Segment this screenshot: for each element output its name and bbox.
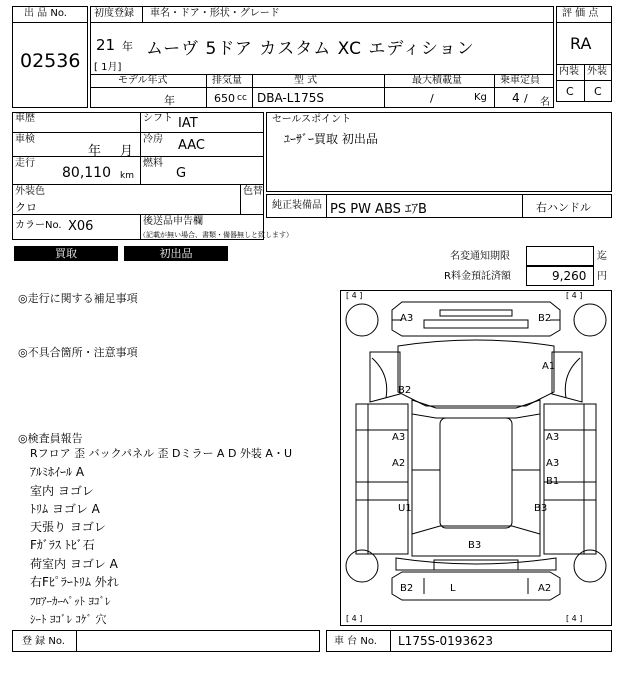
report-line: Fｶﾞﾗｽ ﾄﾋﾞ石	[30, 538, 95, 552]
windshield	[412, 400, 540, 418]
capacity-slash: /	[524, 92, 528, 105]
door-fr-grade: A3	[546, 432, 560, 443]
lot-number-label: 出 品 No.	[24, 8, 67, 19]
history-label: 車歴	[15, 113, 35, 124]
fuel-value: G	[176, 166, 187, 181]
score-label: 評 価 点	[562, 8, 599, 19]
front-right-grade: B2	[538, 313, 552, 324]
chassis-label: 車 台 No.	[334, 636, 377, 647]
ac-value: AAC	[178, 138, 205, 153]
tire-bl-depth: [ 4 ]	[346, 614, 363, 623]
mileage-unit: km	[120, 171, 134, 181]
tire-rear-left	[346, 550, 378, 582]
chassis-number: L175S-0193623	[398, 634, 493, 648]
first-reg-month: [ 1月]	[94, 62, 122, 73]
exterior-grade: C	[594, 85, 602, 98]
genuine-items: PS PW ABS ｴｱB	[330, 202, 427, 217]
recycle-label: R料金預託済額	[444, 271, 511, 282]
rear-center-grade: B3	[468, 540, 482, 551]
bumper-b2-grade: B2	[400, 583, 414, 594]
hood-right-grade: A1	[542, 361, 556, 372]
color-no-value: X06	[68, 219, 94, 234]
lot-number: 02536	[20, 50, 81, 72]
report-line: ﾄﾘﾑ ヨゴレ A	[30, 502, 100, 516]
mileage-label: 走行	[15, 158, 35, 169]
model-label: 車名・ドア・形状・グレード	[150, 8, 280, 19]
fender-left-grade: B2	[398, 385, 412, 396]
sales-point-value: ﾕｰｻﾞｰ買取 初出品	[284, 132, 378, 146]
displacement-value: 650	[214, 92, 235, 105]
report-line: 天張り ヨゴレ	[30, 520, 106, 534]
defects-heading: ◎不具合箇所・注意事項	[18, 346, 138, 359]
max-load-label: 最大積載量	[412, 75, 462, 86]
report-line: ｼｰﾄ ﾖｺﾞﾚ ｺｹﾞ 穴	[30, 613, 107, 626]
ac-label: 冷房	[143, 134, 163, 145]
name-change-label: 名変通知期限	[450, 251, 510, 262]
hood	[398, 340, 554, 406]
capacity-label: 乗車定員	[500, 75, 540, 86]
report-line: 室内 ヨゴレ	[30, 484, 94, 498]
bumper-l-grade: L	[450, 583, 456, 594]
rear-bumper	[392, 572, 560, 600]
inspection-month-unit: 月	[120, 144, 134, 159]
report-line: 荷室内 ヨゴレ A	[30, 557, 118, 571]
first-reg-label: 初度登録	[94, 8, 134, 19]
type-label: 型 式	[294, 75, 318, 86]
first-reg-year: 21	[96, 36, 116, 54]
genuine-label: 純正装備品	[272, 200, 322, 211]
tire-br-depth: [ 4 ]	[566, 614, 583, 623]
rear-right-grade: B3	[534, 503, 548, 514]
capacity-value: 4	[512, 91, 520, 105]
roof	[440, 418, 512, 528]
tag-kaitori: 買取	[14, 246, 118, 261]
inspector-report-heading: ◎検査員報告	[18, 432, 83, 445]
car-diagram	[340, 290, 612, 626]
tire-rear-right	[574, 550, 606, 582]
inspection-label: 車検	[15, 134, 35, 145]
front-grille	[424, 320, 528, 328]
tag-first-listing: 初出品	[124, 246, 228, 261]
door-rl-grade: A2	[392, 458, 406, 469]
rear-left-grade: U1	[398, 503, 412, 514]
post-parts-note: （記載が無い場合、書類・備器無しと致します）	[139, 231, 293, 239]
handle-value: 右ハンドル	[536, 201, 591, 214]
max-load-slash: /	[430, 92, 434, 105]
capacity-unit: 名	[540, 97, 550, 108]
report-line: Rフロア 歪 バックパネル 歪 Dミラー A D 外装 A・U	[30, 447, 292, 460]
first-reg-year-unit: 年	[122, 40, 133, 53]
front-bumper	[392, 302, 560, 336]
mileage-value: 80,110	[62, 165, 111, 181]
front-plate	[440, 310, 512, 316]
type-value: DBA-L175S	[257, 91, 324, 105]
sales-point-label: セールスポイント	[272, 114, 352, 125]
door-rr2-grade: B1	[546, 476, 560, 487]
color-no-label: カラーNo.	[15, 220, 62, 231]
report-line: ｱﾙﾐﾎｲｰﾙ A	[30, 465, 85, 479]
repaint-label: 色替	[243, 186, 263, 197]
interior-grade: C	[566, 85, 574, 98]
driving-notes-heading: ◎走行に関する補足事項	[18, 292, 138, 305]
door-fl-grade: A3	[392, 432, 406, 443]
report-line: 右Fﾋﾟﾗｰﾄﾘﾑ 外れ	[30, 575, 119, 589]
displacement-unit: cc	[237, 93, 247, 103]
exterior-label: 外装	[587, 66, 607, 77]
tire-front-left	[346, 304, 378, 336]
reg-no-label: 登 録 No.	[22, 636, 65, 647]
model-year-unit: 年	[164, 94, 175, 107]
front-left-grade: A3	[400, 313, 414, 324]
report-line: ﾌﾛｱｰｶｰﾍﾟｯﾄ ﾖｺﾞﾚ	[30, 595, 111, 608]
inspection-year-unit: 年	[88, 144, 102, 159]
max-load-unit: Kg	[474, 92, 487, 103]
fuel-label: 燃料	[143, 158, 163, 169]
tire-front-right	[574, 304, 606, 336]
door-rr-grade: A3	[546, 458, 560, 469]
car-name: ムーヴ 5ドア カスタム XC エディション	[146, 39, 475, 59]
exterior-color-value: クロ	[15, 201, 37, 214]
recycle-unit: 円	[597, 271, 607, 282]
tire-tr-depth: [ 4 ]	[566, 291, 583, 300]
tire-tl-depth: [ 4 ]	[346, 291, 363, 300]
score-value: RA	[570, 34, 592, 53]
interior-label: 内装	[559, 66, 579, 77]
name-change-suffix: 迄	[597, 251, 607, 262]
post-parts-label: 後送品申告欄	[143, 216, 203, 227]
name-change-box	[526, 246, 594, 266]
model-year-label: モデル年式	[118, 75, 168, 86]
shift-value: IAT	[178, 116, 198, 131]
exterior-color-label: 外装色	[15, 186, 45, 197]
body-left	[356, 404, 408, 554]
shift-label: シフト	[143, 113, 173, 124]
bumper-a2-grade: A2	[538, 583, 552, 594]
displacement-label: 排気量	[212, 75, 242, 86]
recycle-amount: 9,260	[552, 269, 587, 283]
